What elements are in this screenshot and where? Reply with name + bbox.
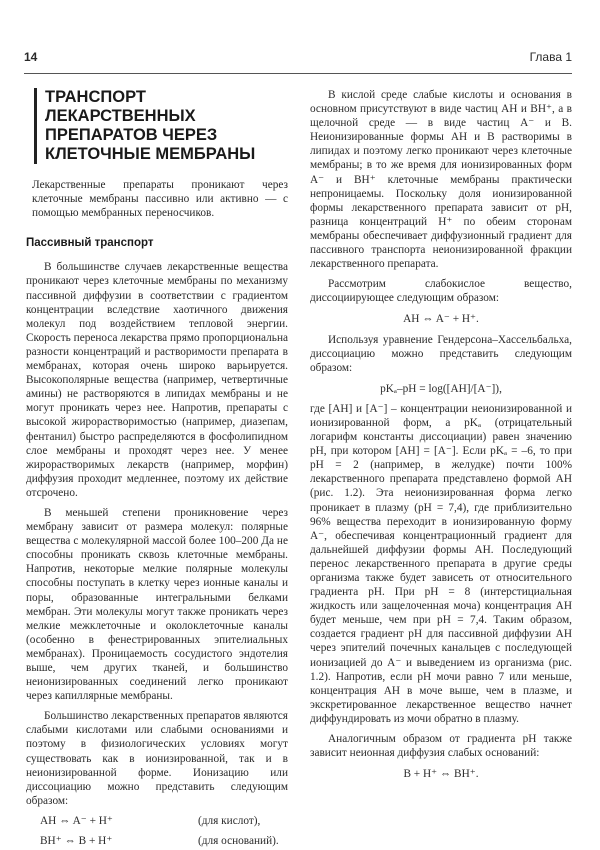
- left-column: [26, 88, 288, 850]
- paragraph: Аналогичным образом от градиента pH также зависит неионная диффузия слабых оснований:: [310, 733, 572, 760]
- header-rule: [24, 73, 572, 74]
- paragraph: В большинстве случаев лекарственные вещества проникают через клеточные мембраны по механизму пассивной диффузии в соответствии с градиентом концентрации вследствие хаотичного движения молекул под воздействием тепловой энергии. Скорость переноса лекарства прямо пропорциональна разности концентраций и растворимости препарата в мембранах, которая очень широко варьируется. Высокополярные вещества (например, четвертичные амины) не растворяются в липидах мембраны и не могут проникать через нее. Напротив, препараты с высокой жирорастворимостью (например, диазепам, фентанил) быстро распределяются в фосфолипидном слое мембраны и проходят через нее. У менее жирорастворимых лекарств (например, морфин) диффузия проходит медленнее, поэтому их действие отсрочено.: [26, 261, 288, 499]
- paragraph: Используя уравнение Гендерсона–Хассельбальха, диссоциацию можно представить следующим образом:: [310, 333, 572, 374]
- equation: BH⁺ ⇔ B + H⁺: [40, 835, 113, 848]
- page-header: [24, 50, 572, 70]
- equation: B + H⁺ ⇔ BH⁺.: [403, 768, 479, 781]
- paragraph: В кислой среде слабые кислоты и основания в основном присутствуют в виде частиц AH и BH⁺, а в щелочной среде — в виде частиц A⁻ и B. Неионизированные формы AH и B растворимы в липидах и поэтому легко проникают через клеточные мембраны; в то же время для ионизированных форм A⁻ и BH⁺ клеточные мембраны практически непроницаемы. Поскольку доля ионизированной формы лекарственного препарата зависит от pH, разница концентраций H⁺ по обеим сторонам мембраны обеспечивает диффузионный градиент для пассивного транспорта неионизированной фракции лекарственного препарата.: [310, 89, 572, 271]
- subsection-heading: Пассивный транспорт: [26, 237, 154, 250]
- equation-note: (для кислот),: [198, 814, 261, 827]
- equation: AH ⇔ A⁻ + H⁺: [40, 814, 113, 827]
- page-number: 14: [24, 50, 38, 64]
- paragraph: где [AH] и [A⁻] – концентрации неионизированной и ионизированной форм, а pKₐ (отрицательный логарифм константы диссоциации) равен значению pH, при котором [AH] = [A⁻]. Если pKₐ = –6, то при pH = 2 (например, в желудке) почти 100% лекарственного препарата представлено формой AH (рис. 1.2). Эта неионизированная форма легко проникает в плазму (pH = 7,4), где приблизительно 96% вещества переходит в ионизированную форму A⁻, обеспечивая концентрационный градиент для дальнейшей диффузии формы AH. Последующий перенос лекарственного препарата в другие среды организма также будет зависеть от относительного градиента pH. При pH = 8 (интерстициальная жидкость или защелоченная моча) концентрация AH будет меньше, чем при pH = 7,4. Таким образом, создается градиент pH для пассивной диффузии AH через эпителий почечных канальцев с последующей ионизацией до A⁻ и выведением из организма (рис. 1.2). Напротив, если pH мочи равно 7 или меньше, концентрация AH в моче выше, чем в плазме, и экскретированное лекарственное вещество начнет диффундировать из мочи обратно в плазму.: [310, 402, 572, 725]
- equation-row: [40, 834, 288, 848]
- right-column: [310, 88, 572, 787]
- chapter-label: Глава 1: [529, 50, 572, 64]
- paragraph: В меньшей степени проникновение через мембрану зависит от размера молекул: полярные вещества с молекулярной массой более 100–200 Да не способны проникать сквозь клеточные мембраны. Напротив, некоторые мелкие полярные молекулы способны поступать в клетку через ионные каналы и поры, образованные интегральными белками мембран. Эти молекулы могут также проникать через мелкие межклеточные и околоклеточные каналы (особенно в фенестрированных эпителиальных мембранах). Проницаемость сосудистого эндотелия выше, чем других тканей, и большинство неионизированных соединений легко проникают через капиллярные мембраны.: [26, 506, 288, 703]
- paragraph: Рассмотрим слабокислое вещество, диссоциирующее следующим образом:: [310, 278, 572, 305]
- equation: pKₐ–pH = log([AH]/[A⁻]),: [380, 382, 502, 395]
- paragraph: Большинство лекарственных препаратов являются слабыми кислотами или слабыми основаниями и поэтому в физиологических условиях могут существовать как в ионизированной, так и в неионизированной форме. Ионизацию или диссоциацию можно представить следующим образом:: [26, 710, 288, 807]
- intro-paragraph: Лекарственные препараты проникают через клеточные мембраны пассивно или активно — с помощью мембранных переносчиков.: [32, 179, 288, 220]
- equation-note: (для оснований).: [198, 835, 279, 848]
- equation: AH ⇔ A⁻ + H⁺.: [403, 313, 479, 326]
- equation-row: [40, 814, 288, 828]
- section-title: ТРАНСПОРТ ЛЕКАРСТВЕННЫХ ПРЕПАРАТОВ ЧЕРЕЗ КЛЕТОЧНЫЕ МЕМБРАНЫ: [34, 88, 288, 164]
